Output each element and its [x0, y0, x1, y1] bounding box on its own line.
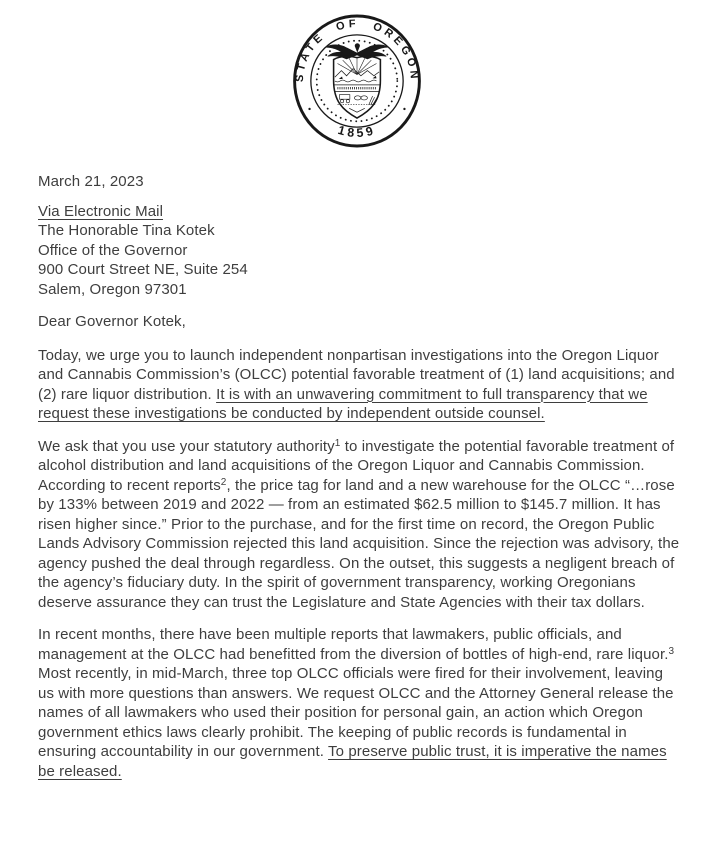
paragraph-2-part3: , the price tag for land and a new warehouse for the OLCC “…rose by 133% between 2019 and 2022 — from an estimated $62.5 million to $145.7 million. It has risen higher since.” Prior to the purchase, and for the first time on record, the Oregon Public Lands Advisory Commission rejected this land acquisition. Since the rejection was advisory, the agency pushed the deal through regardless. On the outset, this suggests a negligent breach of the agency’s fiduciary duty. In the spirit of government transparency, working Oregonians deserve assurance they can trust the Legislature and State Agencies with their tax dollars. — [38, 476, 680, 611]
letter-date: March 21, 2023 — [38, 173, 144, 190]
letter-body — [38, 172, 680, 794]
recipient-office: Office of the Governor — [38, 241, 188, 259]
seal-ring-text: STATE OF OREGON — [293, 17, 421, 83]
paragraph-2 — [38, 437, 680, 613]
seal-shield — [334, 56, 381, 118]
paragraph-1 — [38, 346, 680, 424]
oregon-state-seal — [292, 14, 422, 148]
paragraph-1-underlined: It is with an unwavering commitment to full transparency that we request these investigations be conducted by independent outside counsel. — [38, 385, 648, 422]
recipient-street: 900 Court Street NE, Suite 254 — [38, 261, 248, 278]
delivery-method: Via Electronic Mail — [38, 202, 164, 220]
paragraph-3 — [38, 625, 680, 781]
svg-text:1859 — [336, 123, 377, 140]
paragraph-3-part2: Most recently, in mid-March, three top OLCC officials were fired for their involvement, leaving us with more questions than answers. We request OLCC and the Attorney General release the names of all lawmakers who used their position for personal gain, an action which Oregon government ethics laws clearly prohibit. The keeping of public records is fundamental in ensuring accountability in our government. — [38, 665, 674, 760]
paragraph-3-part1: In recent months, there have been multiple reports that lawmakers, public officials, and management at the OLCC had benefitted from the diversion of bottles of high-end, rare liquor. — [38, 626, 669, 663]
oregon-state-seal-graphic — [292, 14, 422, 148]
recipient-city: Salem, Oregon 97301 — [38, 280, 187, 298]
recipient-block — [38, 202, 680, 300]
paragraph-3-underlined: To preserve public trust, it is imperative the names be released. — [38, 743, 667, 780]
footnote-marker-1: 1 — [334, 437, 341, 449]
paragraph-2-part1: We ask that you use your statutory authority — [38, 437, 335, 455]
footnote-marker-2: 2 — [220, 476, 227, 488]
paragraph-2-part2: to investigate the potential favorable treatment of alcohol distribution and land acquisitions of the Oregon Liquor and Cannabis Commission. According to recent reports — [38, 437, 675, 494]
salutation: Dear Governor Kotek, — [38, 313, 186, 330]
recipient-name: The Honorable Tina Kotek — [38, 222, 215, 239]
footnote-marker-3: 3 — [668, 645, 675, 657]
seal-year-text: 1859 — [336, 122, 378, 141]
seal-eagle-icon — [326, 44, 388, 59]
paragraph-1-text: Today, we urge you to launch independent nonpartisan investigations into the Oregon Liquor and Cannabis Commission’s (OLCC) potential favorable treatment of (1) land acquisitions; and (2) rare liquor distribution. — [38, 346, 675, 403]
